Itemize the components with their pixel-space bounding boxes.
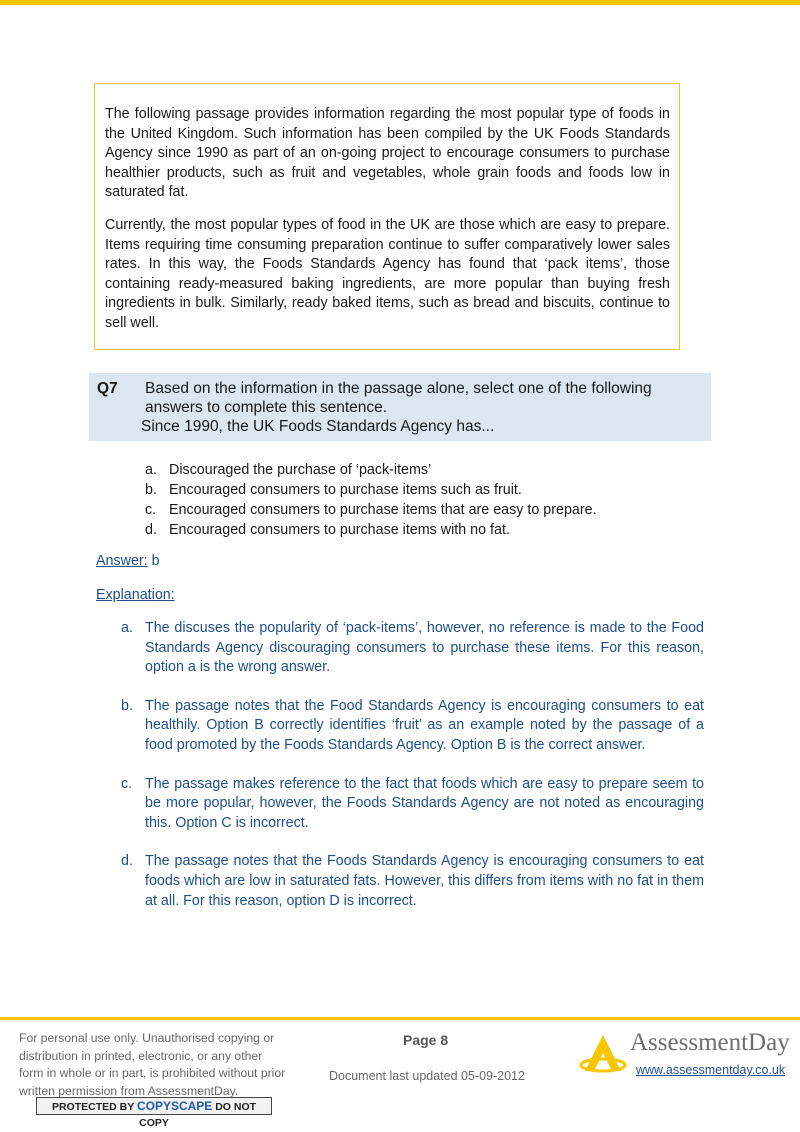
option-text: Discouraged the purchase of ‘pack-items’ [169, 462, 432, 478]
option-letter: c. [145, 502, 157, 518]
option-text: Encouraged consumers to purchase items such as fruit. [169, 482, 522, 498]
option-text: Encouraged consumers to purchase items that are easy to prepare. [169, 502, 597, 518]
answer-line [96, 553, 160, 569]
explanation-text: The discuses the popularity of ‘pack-items’, however, no reference is made to the Food Standards Agency discouraging consumers to purchase these items. For this reason, option a is the wrong answer. [145, 620, 704, 676]
question-number: Q7 [97, 380, 118, 397]
option-letter: b. [145, 482, 157, 498]
brand-website-link[interactable]: www.assessmentday.co.uk [636, 1063, 786, 1077]
option-letter: a. [145, 462, 157, 478]
answer-value: b [151, 553, 160, 569]
explanation-title: Explanation: [96, 587, 175, 603]
option-c [145, 500, 597, 520]
brand-name: AssessmentDay [630, 1029, 790, 1056]
passage-paragraph-2: Currently, the most popular types of food in the UK are those which are easy to prepare. Items requiring time consuming preparation continue to suffer comparatively lower sales rates. In this way, the Foods Standards Agency has found that ‘pack items’, those containing ready-measured baking ingredients, are more popular than buying fresh ingredients in bulk. Similarly, ready baked items, such as bread and biscuits, continue to sell well. [105, 216, 670, 331]
explanation-letter: a. [121, 620, 133, 636]
explanation-text: The passage notes that the Foods Standards Agency is encouraging consumers to eat foods which are low in saturated fats. However, this differs from items with no fat in them at all. For this reason, option D is incorrect. [145, 853, 704, 909]
assessmentday-logo-icon [579, 1031, 627, 1073]
copyscape-prefix: PROTECTED BY [51, 1101, 135, 1113]
question-text: Based on the information in the passage alone, select one of the following answers to complete this sentence. [145, 380, 652, 416]
explanation-letter: d. [121, 853, 133, 870]
explanation-letter: b. [121, 697, 133, 714]
explanation-text: The passage makes reference to the fact that foods which are easy to prepare seem to be more popular, however, the Foods Standards Agency are not noted as encouraging this. Option C is incorrect. [145, 775, 704, 831]
option-text: Encouraged consumers to purchase items with no fat. [169, 522, 510, 538]
passage-box [94, 83, 680, 350]
top-accent-rule [0, 0, 800, 5]
page-number: Page 8 [403, 1032, 449, 1048]
copyscape-suffix: DO NOT COPY [139, 1101, 257, 1129]
passage-paragraph-1: The following passage provides information regarding the most popular type of foods in the United Kingdom. Such information has been compiled by the UK Foods Standards Agency since 1990 as part of an on-going project to encourage consumers to purchase healthier products, such as fruit and vegetables, whole grain foods and foods low in saturated fat. [105, 106, 670, 201]
explanation-item-a [121, 619, 704, 678]
footer-accent-rule [0, 1017, 800, 1020]
explanation-letter: c. [121, 775, 133, 792]
option-d [145, 520, 597, 540]
explanation-list [121, 619, 704, 930]
option-a [145, 460, 597, 480]
copyright-notice: For personal use only. Unauthorised copying or distribution in printed, electronic, or any other form in whole or in part, is prohibited without prior written permission from AssessmentDay. [19, 1031, 286, 1098]
answer-options [145, 460, 597, 540]
option-b [145, 480, 597, 500]
question-band [89, 373, 711, 441]
option-letter: d. [145, 522, 157, 538]
last-updated: Document last updated 05-09-2012 [329, 1069, 525, 1083]
answer-label: Answer: [96, 553, 148, 569]
copyscape-badge[interactable] [36, 1097, 272, 1129]
question-stem: Since 1990, the UK Foods Standards Agency has... [141, 418, 495, 435]
explanation-text: The passage notes that the Food Standards Agency is encouraging consumers to eat healthily. Option B correctly identifies ‘fruit’ as an example noted by the passage of a food promoted by the Foods Standards Agency. Option B is the correct answer. [145, 697, 704, 753]
explanation-item-d [121, 852, 704, 911]
explanation-item-b [121, 697, 704, 756]
explanation-item-c [121, 775, 704, 834]
copyscape-brand: COPYSCAPE [136, 1099, 213, 1113]
